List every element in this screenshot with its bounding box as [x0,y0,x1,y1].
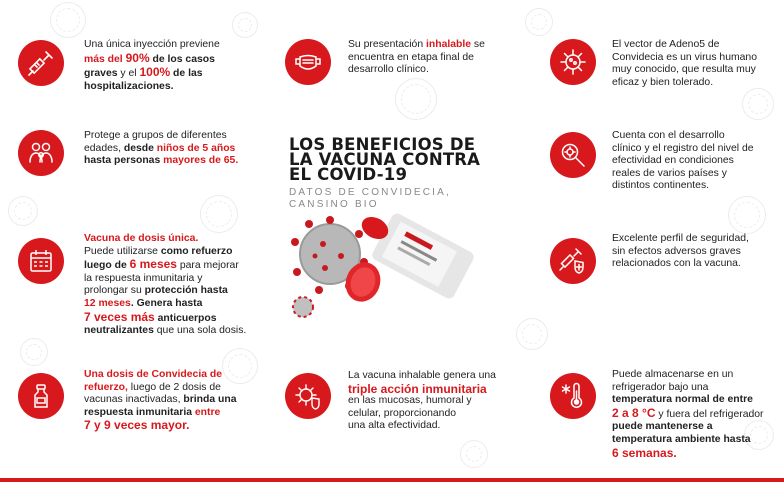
storage-benefit: Puede almacenarse en un refrigerador bajo una temperatura normal de entre 2 a 8 °C y fuera del refrigerador puede mantenerse a temperatura ambiente hasta 6 semanas. [612,369,764,460]
age-groups-benefit: Protege a grupos de diferentes edades, desde niños de 5 años hasta personas mayores de 65. [84,130,239,167]
background-virus-decoration [728,196,766,234]
background-virus-decoration [200,195,238,233]
page-title: LOS BENEFICIOS DE LA VACUNA CONTRA EL COVID-19 [289,135,481,184]
background-virus-decoration [8,196,38,226]
single-dose-benefit: Una única inyección previene más del 90% de los casos graves y el 100% de las hospitalizaciones. [84,39,220,92]
background-virus-decoration [516,318,548,350]
vaccine-vial-illustration [285,212,500,327]
syringe-shield-icon [550,238,596,284]
background-virus-decoration [395,78,437,120]
page-subtitle: DATOS DE CONVIDECIA, CANSINO BIO [289,187,451,210]
bottom-accent-bar [0,478,784,482]
background-virus-decoration [20,338,48,366]
triple-action-benefit: La vacuna inhalable genera una triple acción inmunitaria en las mucosas, humoral y celular, proporcionando una alta efectividad. [348,370,496,432]
background-virus-decoration [742,88,774,120]
mask-icon [285,39,331,85]
background-virus-decoration [460,440,488,468]
clinical-development-benefit: Cuenta con el desarrollo clínico y el registro del nivel de efectividad en condiciones reales de varios países y distintos continentes. [612,130,754,192]
vial-icon [18,373,64,419]
family-icon [18,130,64,176]
calendar-icon [18,238,64,284]
virus-shield-icon [285,373,331,419]
background-virus-decoration [50,2,86,38]
magnifier-virus-icon [550,132,596,178]
virus-icon [550,39,596,85]
safety-benefit: Excelente perfil de seguridad, sin efectos adversos graves relacionados con la vacuna. [612,233,749,270]
booster-benefit: Vacuna de dosis única. Puede utilizarse como refuerzo luego de 6 meses para mejorar la respuesta inmunitaria y prolongar su protección hasta 12 meses. Genera hasta 7 veces más anticuerpos neutralizantes que una sola dosis. [84,233,247,337]
background-virus-decoration [232,12,258,38]
syringe-icon [18,40,64,86]
inhalable-benefit: Su presentación inhalable se encuentra en etapa final de desarrollo clínico. [348,39,485,76]
inactivated-booster-benefit: Una dosis de Convidecia de refuerzo, luego de 2 dosis de vacunas inactivadas, brinda una respuesta inmunitaria entre 7 y 9 veces mayor. [84,369,237,433]
background-virus-decoration [525,8,553,36]
thermometer-icon [550,373,596,419]
adeno-vector-benefit: El vector de Adeno5 de Convidecia es un virus humano muy conocido, que resulta muy eficaz y bien tolerado. [612,39,757,88]
